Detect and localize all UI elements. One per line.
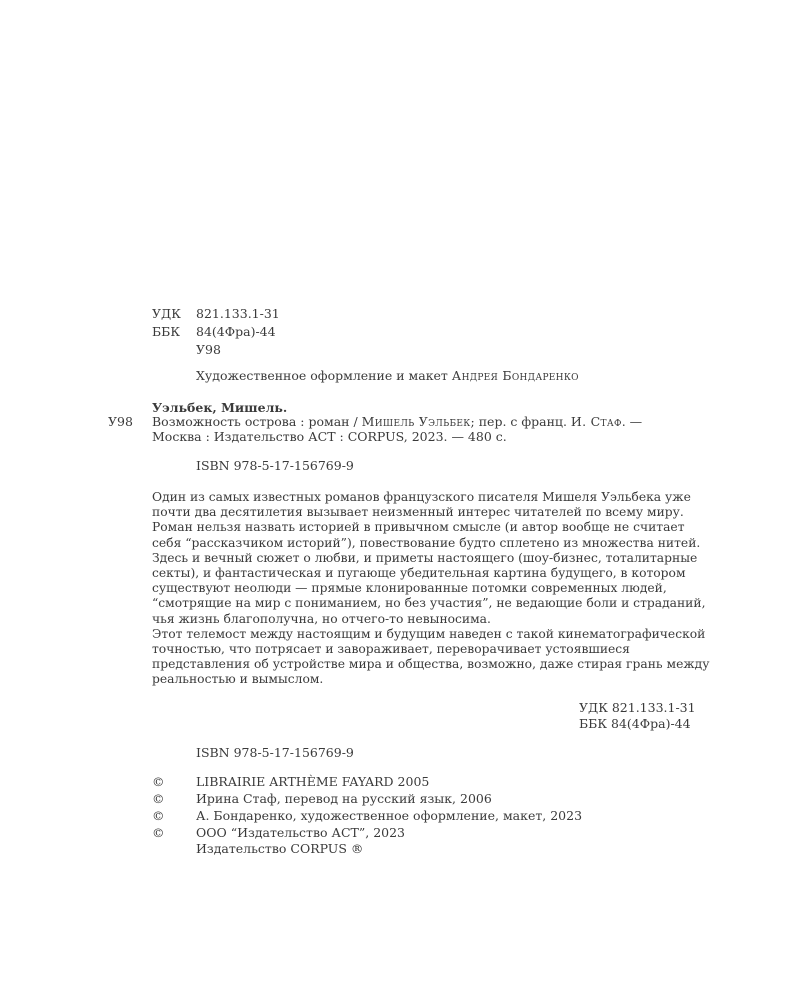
copyright-text: Ирина Стаф, перевод на русский язык, 2006 bbox=[196, 791, 492, 806]
bbk-right: ББК 84(4Фра)-44 bbox=[579, 716, 691, 731]
copyright-symbol: © bbox=[152, 791, 165, 806]
copyright-text: LIBRAIRIE ARTHÈME FAYARD 2005 bbox=[196, 774, 430, 789]
design-credit-name: Андрея Бондаренко bbox=[451, 368, 579, 383]
copyright-line-3 bbox=[152, 808, 582, 823]
copyright-line-1 bbox=[152, 774, 429, 789]
bbk-label: ББК bbox=[152, 324, 181, 339]
copyright-text: А. Бондаренко, художественное оформление, макет, 2023 bbox=[196, 808, 583, 823]
record-author-mark: У98 bbox=[108, 414, 133, 429]
record-title: Возможность острова : роман / bbox=[152, 414, 362, 429]
udk-right: УДК 821.133.1-31 bbox=[579, 700, 696, 715]
record-translator: И. Стаф bbox=[570, 414, 622, 429]
isbn-bottom: ISBN 978-5-17-156769-9 bbox=[196, 745, 354, 760]
record-author: Мишель Уэльбек bbox=[361, 414, 471, 429]
bbk-line bbox=[152, 324, 276, 339]
record-heading: Уэльбек, Мишель. bbox=[152, 400, 288, 415]
udk-value: 821.133.1-31 bbox=[196, 306, 280, 321]
udk-label: УДК bbox=[152, 306, 181, 321]
udk-line bbox=[152, 306, 280, 321]
isbn-top: ISBN 978-5-17-156769-9 bbox=[196, 458, 354, 473]
annotation bbox=[152, 490, 712, 688]
copyright-symbol: © bbox=[152, 808, 165, 823]
design-credit bbox=[196, 368, 579, 383]
design-credit-prefix: Художественное оформление и макет bbox=[196, 368, 452, 383]
annotation-paragraph-2: Этот телемост между настоящим и будущим наведен с такой кинематографической точностью, что потрясает и завораживает, переворачивает устоявшиеся представления об устройстве мира и общества, возможно, даже стирая грань между реальностью и вымыслом. bbox=[152, 626, 710, 687]
copyright-text: ООО “Издательство АСТ”, 2023 bbox=[196, 825, 406, 840]
record-line-2: Москва : Издательство АСТ : CORPUS, 2023. — 480 с. bbox=[152, 429, 507, 444]
annotation-paragraph-1: Один из самых известных романов французского писателя Мишеля Уэльбека уже почти два десятилетия вызывает неизменный интерес читателей по всему миру. Роман нельзя назвать историей в привычном смысле (и автор вообще не считает себя “рассказчиком историй”), повествование будто сплетено из множества нитей. Здесь и вечный сюжет о любви, и приметы настоящего (шоу-бизнес, тоталитарные секты), и фантастическая и пугающе убедительная картина будущего, в котором существуют неолюди — прямые клонированные потомки современных людей, “смотрящие на мир с пониманием, но без участия”, не ведающие боли и страданий, чья жизнь благополучна, но отчего-то невыносима. bbox=[152, 490, 706, 626]
record-line-1 bbox=[152, 414, 642, 429]
record-suffix: . — bbox=[621, 414, 643, 429]
copyright-line-2 bbox=[152, 791, 492, 806]
copyright-symbol: © bbox=[152, 774, 165, 789]
record-mid: ; пер. с франц. bbox=[470, 414, 571, 429]
copyright-line-4 bbox=[152, 825, 405, 840]
author-mark-top: У98 bbox=[196, 342, 221, 357]
copyright-symbol: © bbox=[152, 825, 165, 840]
bbk-value: 84(4Фра)-44 bbox=[196, 324, 276, 339]
publisher-line: Издательство CORPUS ® bbox=[196, 841, 364, 856]
